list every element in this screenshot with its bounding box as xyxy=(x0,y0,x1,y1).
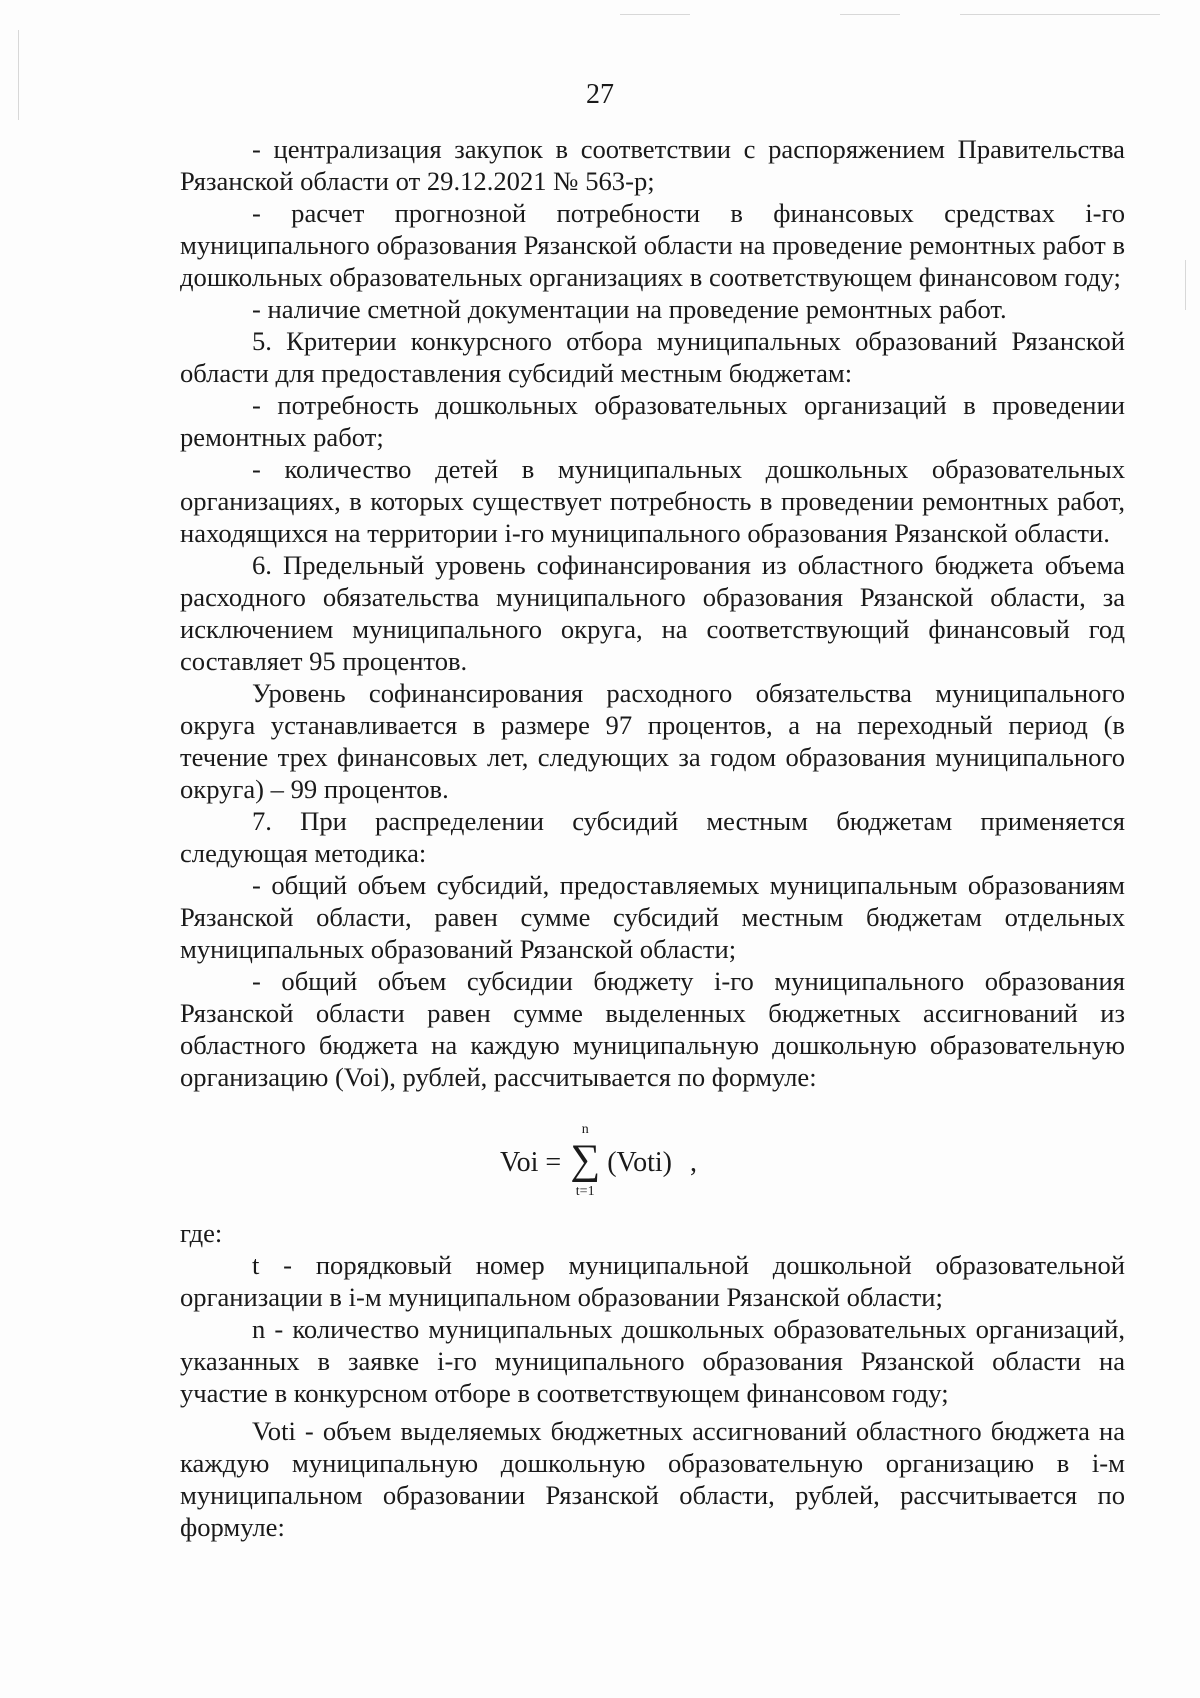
paragraph: 5. Критерии конкурсного отбора муниципальных образований Рязанской области для предоставления субсидий местным бюджетам: xyxy=(180,326,1125,388)
formula-rhs: (Voti) xyxy=(607,1147,673,1178)
definition-item: Voti - объем выделяемых бюджетных ассигнований областного бюджета на каждую муниципальную дошкольную образовательную организацию в i-м муниципальном образовании Рязанской области, рублей, рассчитывается по формуле: xyxy=(180,1416,1125,1542)
paragraph: 6. Предельный уровень софинансирования из областного бюджета объема расходного обязательства муниципального образования Рязанской области, за исключением муниципального округа, на соответствующий финансовый год составляет 95 процентов. xyxy=(180,550,1125,676)
definitions-intro: где: xyxy=(180,1218,223,1248)
page-number: 27 xyxy=(586,79,614,110)
sum-upper-limit: n xyxy=(581,1122,589,1137)
paragraph: 7. При распределении субсидий местным бюджетам применяется следующая методика: xyxy=(180,806,1125,868)
scan-artifact xyxy=(1185,260,1186,310)
definition-item: n - количество муниципальных дошкольных образовательных организаций, указанных в заявке i-го муниципального образования Рязанской области на участие в конкурсном отборе в соответствующем финансовом году; xyxy=(180,1314,1125,1408)
summation-symbol xyxy=(567,1123,603,1203)
paragraph: - расчет прогнозной потребности в финансовых средствах i-го муниципального образования Рязанской области на проведение ремонтных работ в дошкольных образовательных организациях в соответствующем финансовом году; xyxy=(180,198,1125,292)
scan-artifact xyxy=(960,14,1160,15)
sigma-icon: ∑ xyxy=(570,1137,601,1183)
paragraph: - общий объем субсидии бюджету i-го муниципального образования Рязанской области равен сумме выделенных бюджетных ассигнований из областного бюджета на каждую муниципальную дошкольную образовательную организацию (Voi), рублей, рассчитывается по формуле: xyxy=(180,966,1125,1092)
scan-artifact xyxy=(840,14,900,15)
sum-lower-limit: t=1 xyxy=(575,1184,595,1199)
formula-lhs: Voi = xyxy=(500,1147,562,1178)
paragraph: Уровень софинансирования расходного обязательства муниципального округа устанавливается в размере 97 процентов, а на переходный период (в течение трех финансовых лет, следующих за годом образования муниципального округа) – 99 процентов. xyxy=(180,678,1125,804)
formula-comma: , xyxy=(690,1147,698,1178)
paragraph: - количество детей в муниципальных дошкольных образовательных организациях, в которых существует потребность в проведении ремонтных работ, находящихся на территории i-го муниципального образования Рязанской области. xyxy=(180,454,1125,548)
paragraph: - потребность дошкольных образовательных организаций в проведении ремонтных работ; xyxy=(180,390,1125,452)
paragraph: - наличие сметной документации на проведение ремонтных работ. xyxy=(252,294,1007,324)
sum-formula xyxy=(180,1109,1125,1209)
definition-item: t - порядковый номер муниципальной дошкольной образовательной организации в i-м муниципальном образовании Рязанской области; xyxy=(180,1250,1125,1312)
scan-artifact xyxy=(620,14,690,15)
document-body xyxy=(180,133,1125,1543)
paragraph: - централизация закупок в соответствии с распоряжением Правительства Рязанской области от 29.12.2021 № 563-р; xyxy=(180,134,1125,196)
paragraph: - общий объем субсидий, предоставляемых муниципальным образованиям Рязанской области, равен сумме субсидий местным бюджетам отдельных муниципальных образований Рязанской области; xyxy=(180,870,1125,964)
